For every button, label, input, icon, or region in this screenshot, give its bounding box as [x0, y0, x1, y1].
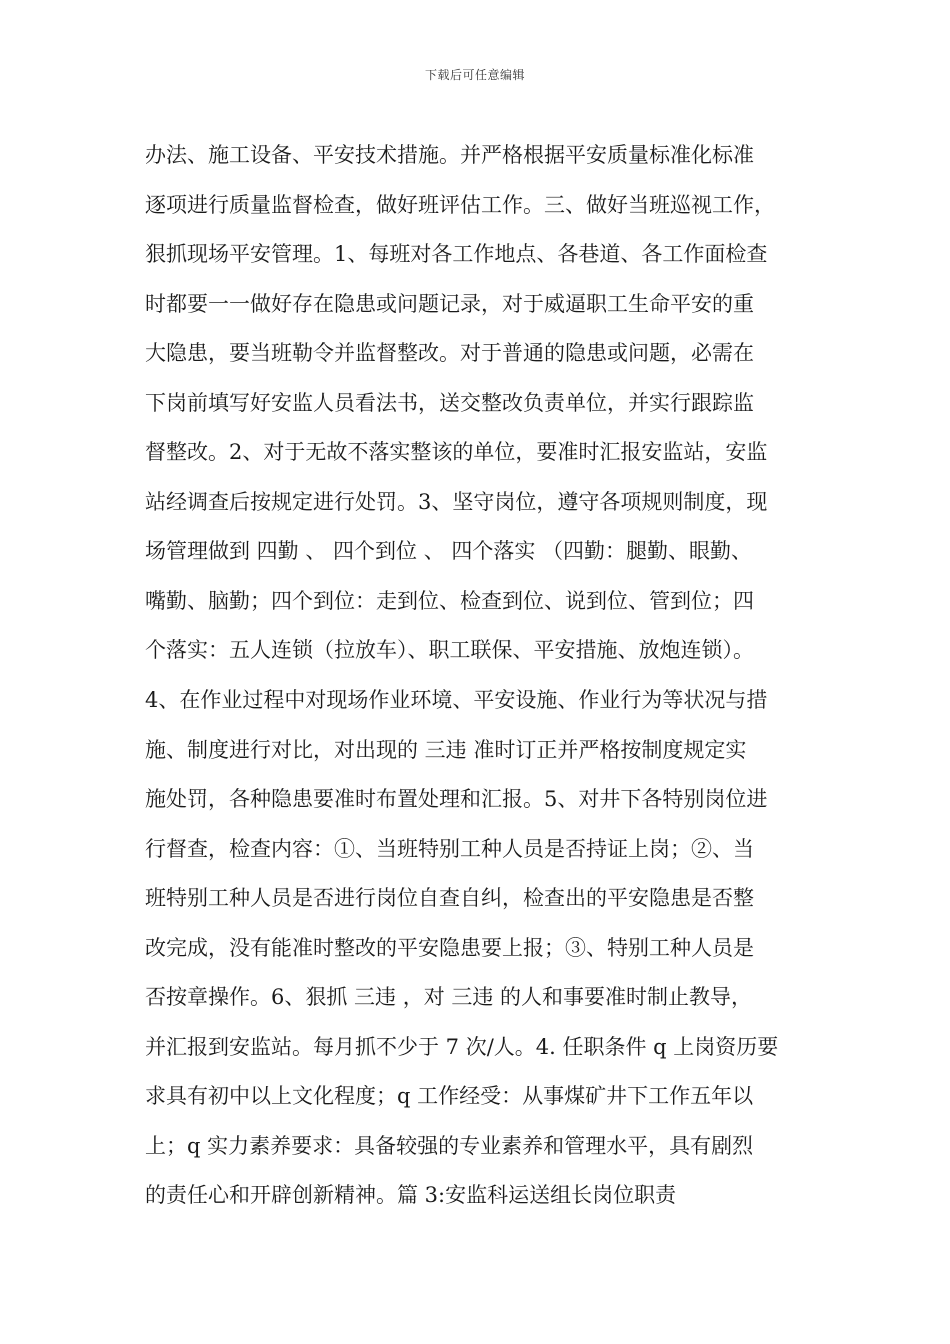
body-line: 施、制度进行对比，对出现的 三违 准时订正并严格按制度规定实 [145, 737, 747, 762]
body-line: 场管理做到 四勤 、 四个到位 、 四个落实 （四勤：腿勤、眼勤、 [145, 539, 753, 564]
body-line: 嘴勤、脑勤；四个到位：走到位、检查到位、说到位、管到位；四 [145, 588, 754, 613]
body-line: 否按章操作。6、狠抓 三违 ，对 三违 的人和事要准时制止教导， [145, 985, 753, 1010]
body-line: 大隐患，要当班勒令并监督整改。对于普通的隐患或问题，必需在 [145, 341, 754, 366]
body-line: 时都要一一做好存在隐患或问题记录，对于威逼职工生命平安的重 [145, 291, 754, 316]
page-header: 下载后可任意编辑 [424, 68, 525, 82]
body-line: 下岗前填写好安监人员看法书，送交整改负责单位，并实行跟踪监 [145, 390, 754, 415]
body-line: 上；q 实力素养要求：具备较强的专业素养和管理水平，具有剧烈 [145, 1133, 754, 1158]
body-line: 办法、施工设备、平安技术措施。并严格根据平安质量标准化标准 [145, 143, 754, 167]
body-line: 狠抓现场平安管理。1、每班对各工作地点、各巷道、各工作面检查 [145, 242, 768, 267]
body-line: 班特别工种人员是否进行岗位自查自纠，检查出的平安隐患是否整 [145, 886, 754, 911]
body-line: 并汇报到安监站。每月抓不少于 7 次/人。4. 任职条件 q 上岗资历要 [145, 1034, 779, 1059]
body-line: 改完成，没有能准时整改的平安隐患要上报；③、特别工种人员是 [145, 935, 754, 960]
body-line: 的责任心和开辟创新精神。篇 3:安监科运送组长岗位职责 [145, 1183, 677, 1208]
body-line: 督整改。2、对于无故不落实整该的单位，要准时汇报安监站，安监 [145, 440, 768, 465]
body-line: 4、在作业过程中对现场作业环境、平安设施、作业行为等状况与措 [145, 688, 768, 713]
body-line: 行督查，检查内容：①、当班特别工种人员是否持证上岗；②、当 [145, 836, 754, 861]
document-body [145, 131, 845, 1221]
body-line: 施处罚，各种隐患要准时布置处理和汇报。5、对井下各特别岗位进 [145, 787, 768, 812]
body-line: 逐项进行质量监督检查，做好班评估工作。三、做好当班巡视工作， [145, 192, 775, 217]
body-line: 个落实：五人连锁（拉放车）、职工联保、平安措施、放炮连锁）。 [145, 638, 754, 663]
body-line: 站经调查后按规定进行处罚。3、坚守岗位，遵守各项规则制度，现 [145, 489, 768, 514]
body-line: 求具有初中以上文化程度；q 工作经受：从事煤矿井下工作五年以 [145, 1084, 754, 1109]
